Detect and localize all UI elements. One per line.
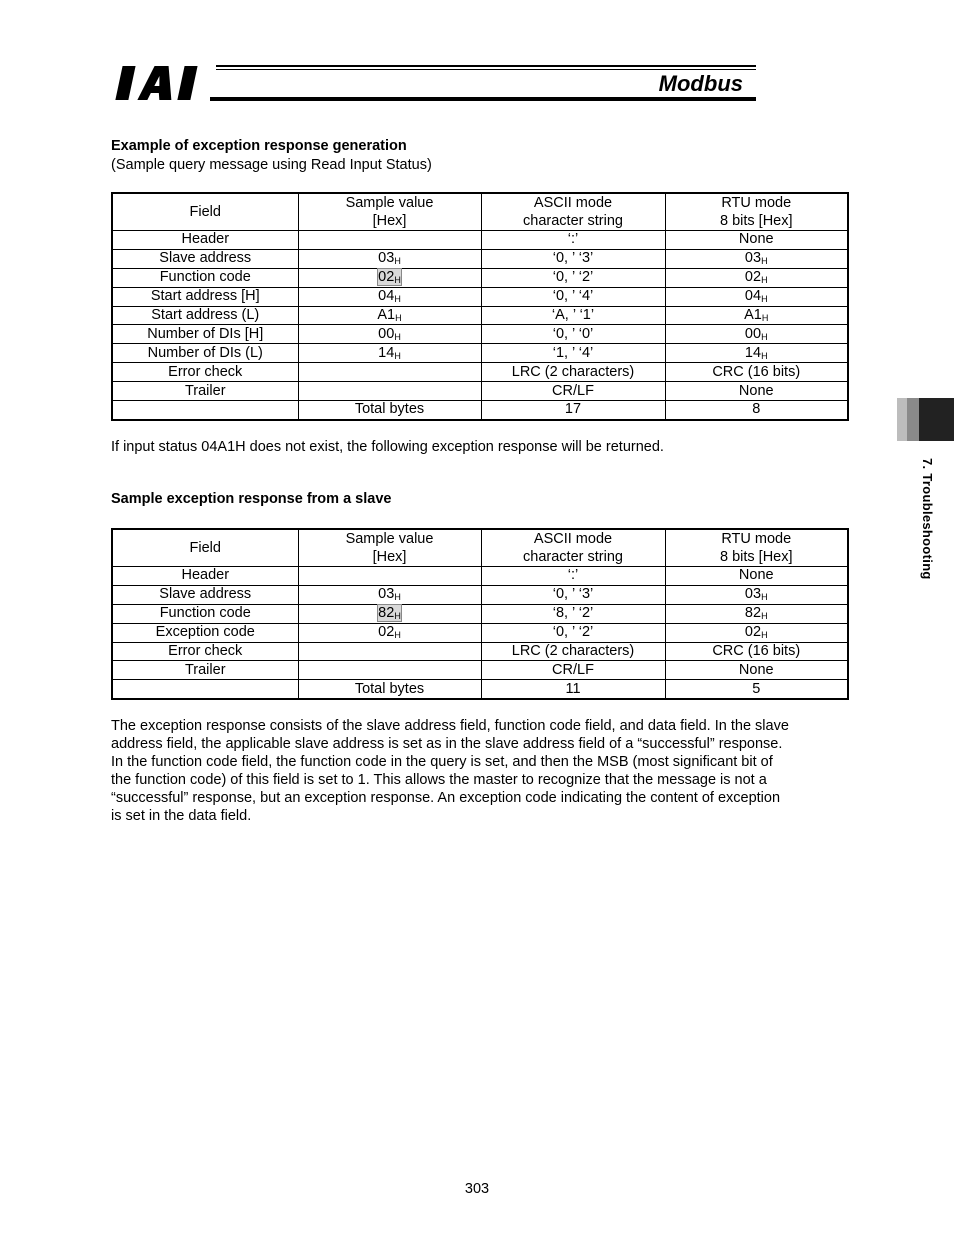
exception-note: If input status 04A1H does not exist, the following exception response will be returned.: [111, 439, 664, 455]
table-row: [112, 268, 848, 287]
sample-value-cell: [298, 623, 481, 642]
ascii-cell-value: ‘8, ’ ‘2’: [552, 605, 594, 622]
ascii-cell-value: CR/LF: [552, 661, 594, 678]
rtu-cell-value: $02_H$: [744, 624, 768, 641]
explanation-paragraph: [111, 717, 851, 825]
ascii-cell: [481, 268, 665, 287]
section-title: Modbus: [658, 71, 743, 96]
example-subheading: (Sample query message using Read Input Status): [111, 157, 432, 173]
ascii-cell-value: LRC (2 characters): [511, 643, 635, 659]
rtu-cell-value: $04_H$: [744, 288, 768, 305]
ascii-cell-value: ‘A, ’ ‘1’: [551, 307, 595, 323]
table-row: [112, 567, 848, 586]
table-row: [112, 363, 848, 382]
sample-value-cell: [298, 344, 481, 363]
explanation-line: “successful” response, but an exception response. An exception code indicating the content of exception: [111, 790, 781, 806]
ascii-cell-value: ‘:’: [567, 567, 579, 584]
rtu-cell-value: CRC (16 bits): [712, 643, 801, 659]
sample-value-cell: [298, 382, 481, 401]
sample-value-cell-value: $02_H$: [378, 624, 401, 641]
field-cell-value: Trailer: [184, 661, 226, 678]
rtu-cell: [665, 661, 848, 680]
rtu-cell-value: CRC (16 bits): [712, 363, 801, 380]
total-empty-cell: [112, 401, 298, 420]
field-cell: [112, 661, 298, 680]
ascii-cell: [481, 231, 665, 250]
explanation-line: address field, the applicable slave address is set as in the slave address field of a “successful” response.: [111, 736, 783, 752]
field-cell: [112, 287, 298, 306]
field-cell-value: Slave address: [159, 250, 252, 267]
rtu-cell: [665, 363, 848, 382]
explanation-line: the function code) of this field is set to 1. This allows the master to recognize that the message is not a: [111, 772, 767, 788]
table-header-row: [112, 529, 848, 567]
example-heading: Example of exception response generation: [111, 138, 407, 154]
column-header: ASCII mode character string: [481, 193, 665, 231]
sample-value-cell-value: $02_H$: [378, 269, 401, 286]
ascii-cell-value: ‘0, ’ ‘2’: [552, 624, 594, 641]
total-ascii-cell-value: 11: [565, 680, 581, 697]
rtu-cell-value: $02_H$: [744, 269, 768, 286]
rtu-cell: [665, 325, 848, 344]
column-header: Field: [112, 193, 298, 231]
table-row: [112, 325, 848, 344]
rtu-cell-value: None: [738, 231, 774, 248]
rtu-cell: [665, 642, 848, 661]
field-cell: [112, 382, 298, 401]
ascii-cell-value: ‘1, ’ ‘4’: [552, 344, 594, 361]
sample-value-cell-value: $04_H$: [378, 288, 401, 305]
sample-value-cell: [298, 661, 481, 680]
field-cell-value: Start address [H]: [150, 288, 260, 305]
chapter-label: 7. Troubleshooting: [920, 458, 935, 580]
sample-value-cell-value: $82_H$: [378, 605, 401, 622]
rtu-cell: [665, 585, 848, 604]
total-label-cell-value: Total bytes: [354, 401, 425, 418]
rtu-cell-value: $82_H$: [744, 605, 768, 622]
sample-value-cell: [298, 325, 481, 344]
rtu-cell: [665, 249, 848, 268]
ascii-cell-value: ‘:’: [567, 231, 579, 248]
total-row: [112, 680, 848, 699]
field-cell: [112, 325, 298, 344]
header-rule-top-thin: [216, 69, 756, 70]
exception-response-table: [111, 528, 849, 700]
table-row: [112, 231, 848, 250]
header-rule-bottom: [210, 97, 756, 101]
table-row: [112, 382, 848, 401]
field-cell: [112, 642, 298, 661]
explanation-line: is set in the data field.: [111, 808, 252, 824]
field-cell: [112, 604, 298, 623]
rtu-cell: [665, 287, 848, 306]
ascii-cell: [481, 344, 665, 363]
field-cell: [112, 567, 298, 586]
column-header: Sample value [Hex]: [298, 529, 481, 567]
ascii-cell: [481, 382, 665, 401]
ascii-cell: [481, 623, 665, 642]
ascii-cell: [481, 306, 665, 325]
rtu-cell-value: None: [738, 382, 774, 399]
field-cell-value: Header: [181, 567, 230, 584]
rtu-cell: [665, 382, 848, 401]
total-label-cell-value: Total bytes: [354, 680, 425, 697]
query-message-table: [111, 192, 849, 421]
rtu-cell-value: $03_H$: [744, 586, 768, 603]
total-ascii-cell: [481, 401, 665, 420]
chapter-tab-light: [897, 398, 907, 441]
total-row: [112, 401, 848, 420]
chapter-tab-mid: [907, 398, 919, 441]
rtu-cell-value: None: [738, 567, 774, 584]
rtu-cell-value: $03_H$: [744, 250, 768, 267]
table-row: [112, 249, 848, 268]
rtu-cell: [665, 623, 848, 642]
sample-value-cell-value: $03_H$: [378, 586, 401, 603]
column-header: ASCII mode character string: [481, 529, 665, 567]
rtu-cell: [665, 344, 848, 363]
ascii-cell-value: LRC (2 characters): [511, 363, 635, 380]
field-cell-value: Number of DIs [H]: [147, 325, 264, 342]
field-cell-value: Trailer: [184, 382, 226, 399]
ascii-cell-value: ‘0, ’ ‘2’: [552, 269, 594, 286]
rtu-cell: [665, 604, 848, 623]
rtu-cell-value: $A1_H$: [744, 307, 769, 323]
ascii-cell: [481, 604, 665, 623]
column-header: Field: [112, 529, 298, 567]
table-row: [112, 306, 848, 325]
field-cell: [112, 306, 298, 325]
field-cell-value: Slave address: [159, 586, 252, 603]
ascii-cell: [481, 661, 665, 680]
total-rtu-cell: [665, 401, 848, 420]
total-ascii-cell: [481, 680, 665, 699]
response-heading: Sample exception response from a slave: [111, 491, 392, 507]
field-cell: [112, 249, 298, 268]
explanation-line: The exception response consists of the slave address field, function code field, and data field. In the slave: [111, 718, 789, 734]
rtu-cell: [665, 567, 848, 586]
ascii-cell: [481, 325, 665, 344]
field-cell: [112, 231, 298, 250]
ascii-cell: [481, 642, 665, 661]
table-row: [112, 604, 848, 623]
ascii-cell-value: ‘0, ’ ‘4’: [552, 288, 594, 305]
header-rule-top: [216, 65, 756, 67]
rtu-cell-value: $00_H$: [744, 325, 768, 342]
ascii-cell: [481, 363, 665, 382]
column-header: RTU mode 8 bits [Hex]: [665, 529, 848, 567]
ascii-cell: [481, 567, 665, 586]
sample-value-cell-value: $00_H$: [378, 325, 401, 342]
table-row: [112, 661, 848, 680]
sample-value-cell-value: $03_H$: [378, 250, 401, 267]
field-cell-value: Function code: [159, 605, 251, 622]
total-label-cell: [298, 401, 481, 420]
ascii-cell-value: ‘0, ’ ‘3’: [552, 586, 594, 603]
iai-logo: [111, 64, 211, 102]
sample-value-cell: [298, 249, 481, 268]
field-cell: [112, 268, 298, 287]
field-cell-value: Function code: [159, 269, 251, 286]
table-row: [112, 287, 848, 306]
total-ascii-cell-value: 17: [564, 401, 582, 418]
sample-value-cell: [298, 231, 481, 250]
table-row: [112, 344, 848, 363]
sample-value-cell: [298, 604, 481, 623]
field-cell-value: Exception code: [155, 624, 255, 641]
field-cell-value: Start address (L): [151, 307, 260, 323]
page-number: 303: [464, 1181, 490, 1197]
rtu-cell-value: $14_H$: [744, 344, 768, 361]
field-cell-value: Error check: [168, 643, 243, 659]
field-cell-value: Header: [181, 231, 230, 248]
table-row: [112, 585, 848, 604]
total-empty-cell: [112, 680, 298, 699]
ascii-cell-value: ‘0, ’ ‘0’: [552, 325, 594, 342]
ascii-cell: [481, 249, 665, 268]
ascii-cell: [481, 585, 665, 604]
sample-value-cell-value: $A1_H$: [377, 307, 402, 323]
table-header-row: [112, 193, 848, 231]
sample-value-cell: [298, 306, 481, 325]
sample-value-cell: [298, 567, 481, 586]
sample-value-cell-value: $14_H$: [378, 344, 401, 361]
rtu-cell: [665, 306, 848, 325]
table-row: [112, 623, 848, 642]
field-cell: [112, 344, 298, 363]
total-rtu-cell: [665, 680, 848, 699]
field-cell-value: Error check: [168, 363, 243, 380]
rtu-cell-value: None: [738, 661, 774, 678]
field-cell: [112, 363, 298, 382]
table-row: [112, 642, 848, 661]
field-cell: [112, 585, 298, 604]
total-label-cell: [298, 680, 481, 699]
field-cell: [112, 623, 298, 642]
column-header: Sample value [Hex]: [298, 193, 481, 231]
total-rtu-cell-value: 8: [752, 401, 761, 418]
ascii-cell-value: ‘0, ’ ‘3’: [552, 250, 594, 267]
total-rtu-cell-value: 5: [752, 680, 761, 697]
column-header: RTU mode 8 bits [Hex]: [665, 193, 848, 231]
sample-value-cell: [298, 585, 481, 604]
sample-value-cell: [298, 287, 481, 306]
ascii-cell: [481, 287, 665, 306]
field-cell-value: Number of DIs (L): [147, 344, 263, 361]
ascii-cell-value: CR/LF: [552, 382, 594, 399]
rtu-cell: [665, 231, 848, 250]
explanation-line: In the function code field, the function code in the query is set, and then the MSB (most significant bit of: [111, 754, 773, 770]
sample-value-cell: [298, 363, 481, 382]
sample-value-cell: [298, 642, 481, 661]
sample-value-cell: [298, 268, 481, 287]
rtu-cell: [665, 268, 848, 287]
chapter-tab-dark: [919, 398, 954, 441]
